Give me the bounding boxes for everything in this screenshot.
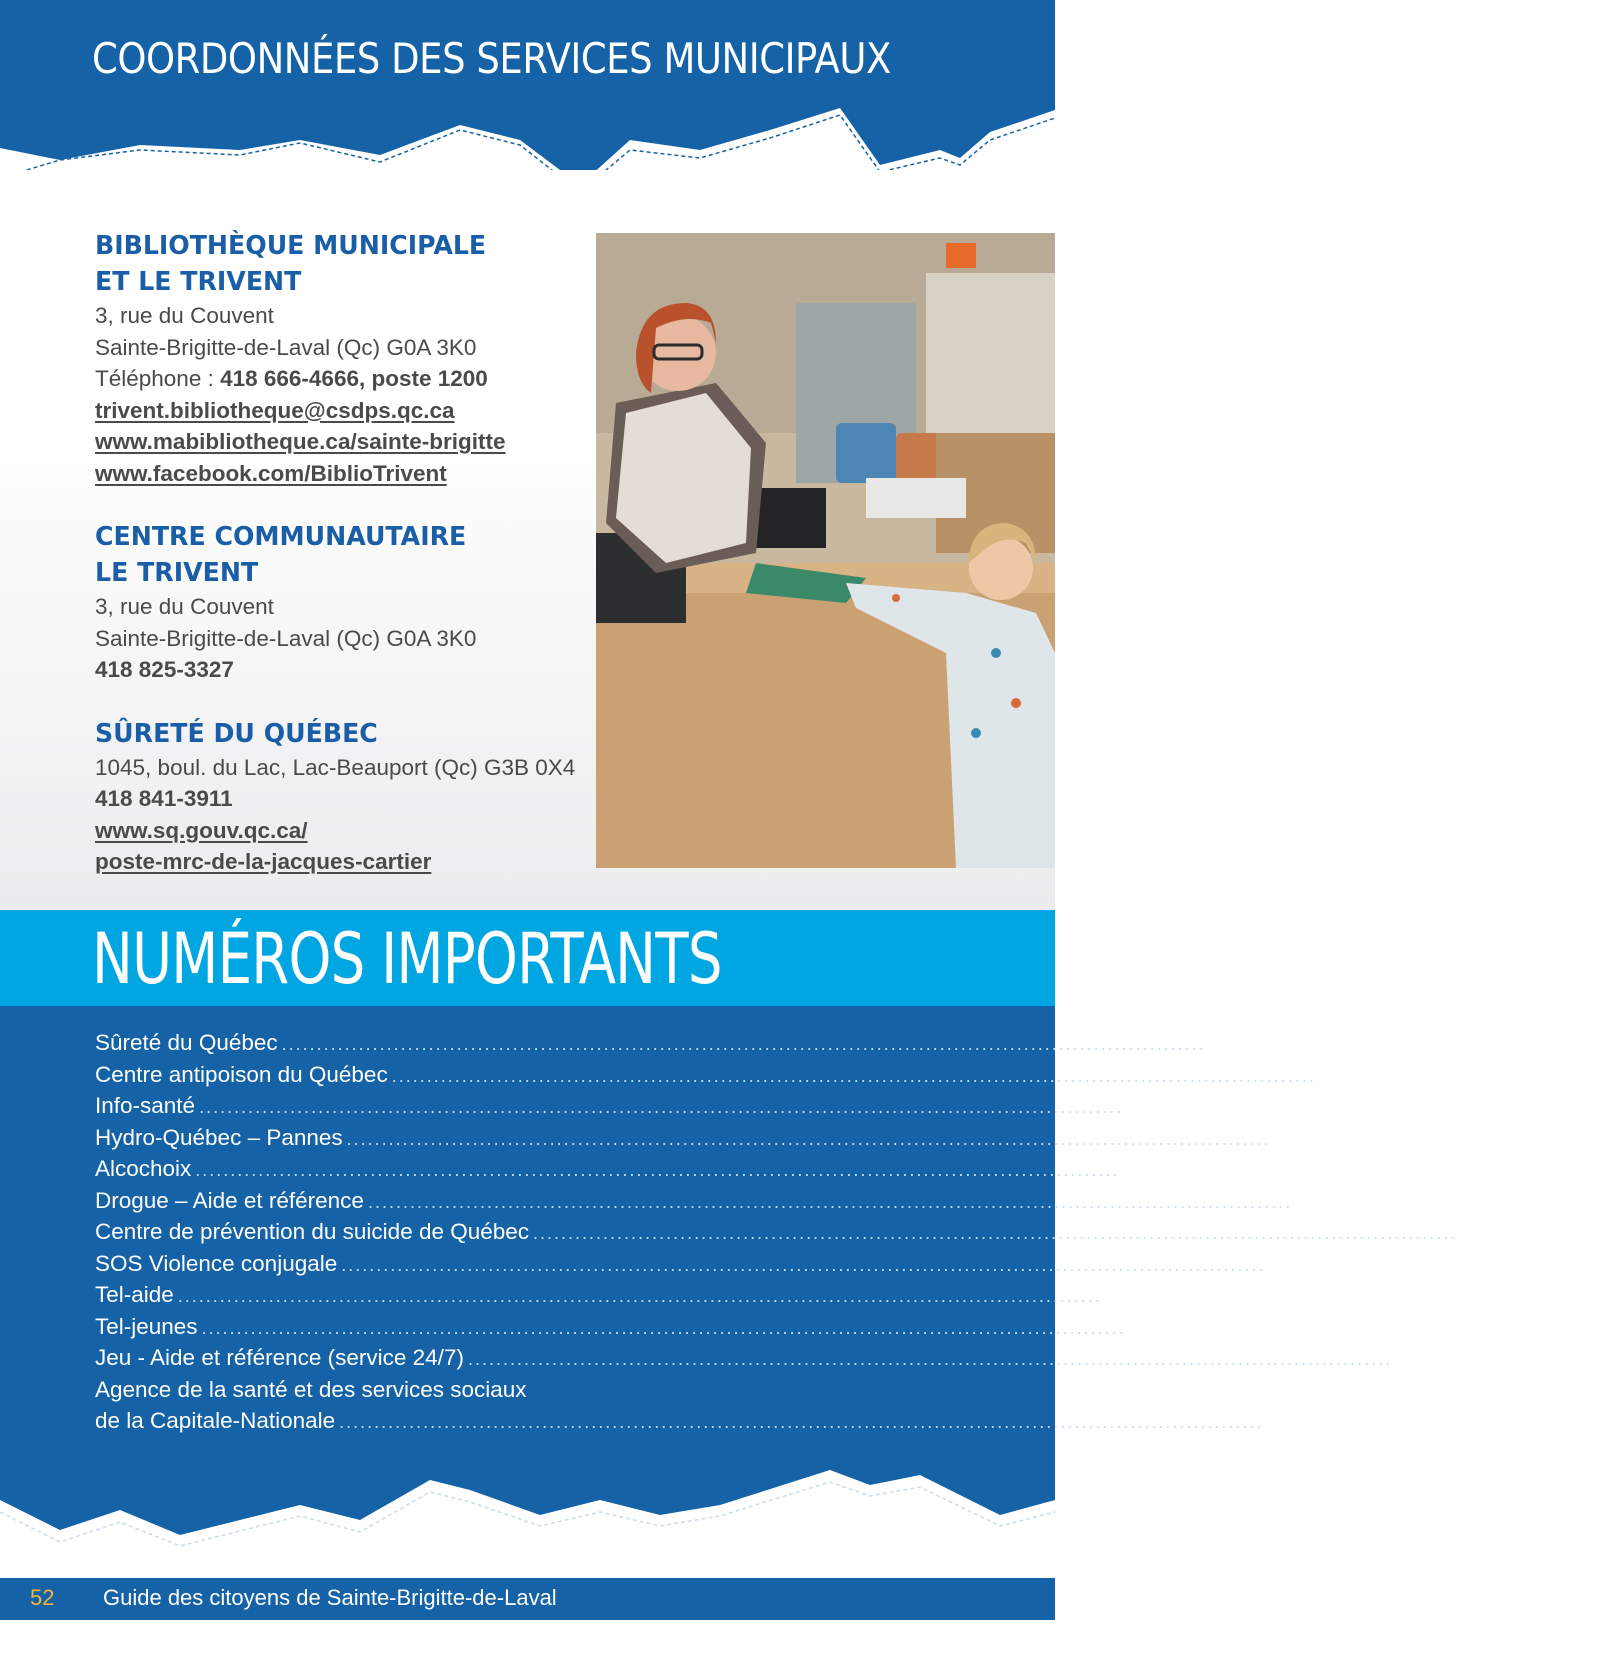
surete-link-line2[interactable]: poste-mrc-de-la-jacques-cartier [95,849,432,874]
bibliotheque-title-line2: ET LE TRIVENT [95,267,302,297]
list-item [95,1250,1428,1283]
leader-dots: .................................................................................................................................... [177,1286,1102,1306]
leader-dots: .................................................................................................................................... [195,1160,1120,1180]
item-name: Info-santé [95,1093,196,1118]
bibliotheque-address1: 3, rue du Couvent [95,303,274,328]
item-separator: I [1276,1156,1283,1181]
leader-dots: .................................................................................................................................... [281,1034,1206,1054]
list-item [95,1219,1600,1251]
item-phone: 1 800 790-2424 [1274,1124,1433,1150]
footer-text: Guide des citoyens de Sainte-Brigitte-de-Laval [103,1585,557,1610]
surete-link-line1[interactable]: www.sq.gouv.qc.ca/ [95,817,308,843]
item-phone: 418 651-6464 [1123,1156,1263,1181]
item-name: Alcochoix [95,1156,192,1181]
leader-dots: .................................................................................................................................... [346,1128,1271,1149]
item-name: Jeu - Aide et référence (service 24/7) [95,1345,464,1370]
item-name: Hydro-Québec – Pannes [95,1124,343,1150]
bibliotheque-phone: 418 666-4666, poste 1200 [220,366,488,391]
item-name: SOS Violence conjugale [95,1250,338,1276]
item-phone: 1 800 263-2266 [1129,1313,1288,1339]
centre-title-line1: CENTRE COMMUNAUTAIRE [95,522,467,552]
surete-phone: 418 841-3911 [95,786,233,811]
agence-web-link[interactable]: www.rrsss03.gouv.qc.ca [1267,1408,1528,1433]
centre-address2: Sainte-Brigitte-de-Laval (Qc) G0A 3K0 [95,625,477,651]
item-phone: 418 310-4141 [1209,1030,1349,1055]
numeros-title: NUMÉROS IMPORTANTS [92,918,722,1000]
item-name: Drogue – Aide et référence [95,1187,364,1213]
list-item [95,1156,1455,1188]
list-item [95,1061,1478,1094]
leader-dots: .................................................................................................................................... [341,1254,1266,1275]
item-name: Tel-jeunes [95,1313,198,1339]
list-item [95,1345,1554,1377]
leader-dots: .................................................................................................................................... [201,1317,1126,1338]
centre-block [95,519,595,686]
list-item [95,1408,1528,1440]
surete-address: 1045, boul. du Lac, Lac-Beauport (Qc) G3B 0X4 [95,754,576,780]
item-phone: 1 800 363-9010 [1269,1250,1428,1276]
bottom-zigzag [0,1460,1055,1580]
item-phone: 1 800 265-2626 [1296,1187,1454,1213]
bibliotheque-block [95,228,595,489]
bibliotheque-website-link[interactable]: www.mabibliotheque.ca/sainte-brigitte [95,429,506,454]
list-item [95,1187,1454,1220]
list-item [95,1093,1164,1125]
bibliotheque-phone-line [95,363,595,395]
leader-dots: .................................................................................................................................... [199,1097,1124,1117]
leader-dots: .................................................................................................................................... [467,1349,1393,1369]
leader-dots: .................................................................................................................................... [391,1065,1316,1086]
bibliotheque-address2: Sainte-Brigitte-de-Laval (Qc) G0A 3K0 [95,334,477,360]
leader-dots: .................................................................................................................................... [533,1223,1458,1243]
item-phone: 1 800 461-0140 [1396,1345,1554,1370]
library-photo [596,233,1055,868]
list-item [95,1124,1433,1157]
list-item [95,1030,1349,1062]
item-phone-2: 1 877 252-6246 [1296,1156,1455,1181]
phone-label: Téléphone : [95,366,221,391]
list-item [95,1282,1245,1314]
surete-title: SÛRETÉ DU QUÉBEC [95,718,378,749]
centre-phone: 418 825-3327 [95,657,234,682]
item-phone: 418 686-2433 [1105,1282,1245,1307]
item-name: Centre de prévention du suicide de Québec [95,1219,530,1244]
item-name: Centre antipoison du Québec [95,1061,388,1087]
item-phone: 418 683-4588 [1461,1219,1600,1244]
page-title: COORDONNÉES DES SERVICES MUNICIPAUX [92,34,891,83]
leader-dots: .................................................................................................................................... [339,1412,1264,1432]
bibliotheque-email-link[interactable]: trivent.bibliotheque@csdps.qc.ca [95,397,455,423]
item-name: Tel-aide [95,1282,174,1307]
item-name: Sûreté du Québec [95,1030,278,1055]
agence-line1: Agence de la santé et des services sociaux [95,1376,527,1402]
contacts-list [95,228,595,908]
surete-block [95,716,595,878]
centre-title-line2: LE TRIVENT [95,558,259,588]
page-number: 52 [30,1585,55,1610]
numeros-list [95,1030,1600,1440]
item-phone: 811 [1127,1093,1164,1118]
list-item [95,1313,1288,1346]
centre-address1: 3, rue du Couvent [95,594,274,619]
bibliotheque-facebook-link[interactable]: www.facebook.com/BiblioTrivent [95,460,447,486]
bibliotheque-title-line1: BIBLIOTHÈQUE MUNICIPALE [95,231,487,261]
agence-line2: de la Capitale-Nationale [95,1408,336,1433]
leader-dots: .................................................................................................................................... [367,1191,1293,1212]
item-phone: 1 800 463-5060 [1319,1061,1478,1087]
